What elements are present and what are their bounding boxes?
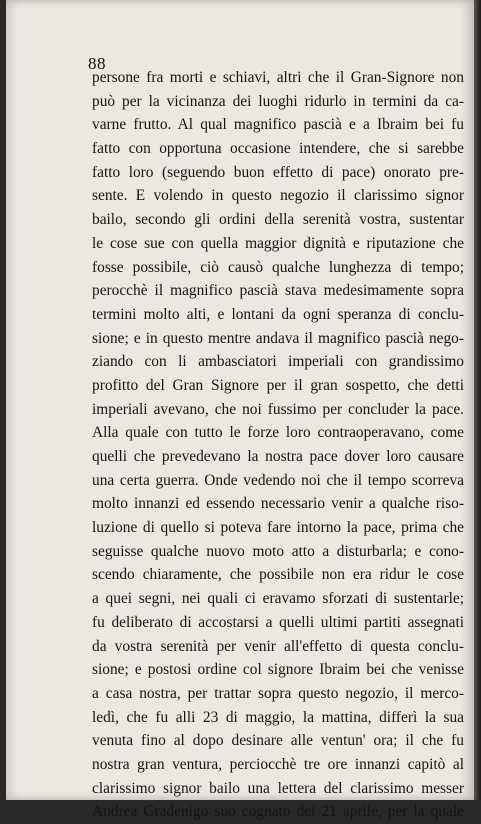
text-line: sione; e postosi ordine col signore Ibraim bei che venisse — [92, 661, 464, 679]
text-line: fu deliberato di accostarsi a quelli ultimi partiti assegnati — [92, 613, 464, 631]
text-line: ziando con li ambasciatori imperiali con grandissimo — [92, 353, 464, 371]
text-line: seguisse qualche nuovo moto atto a disturbarla; e cono- — [92, 542, 464, 560]
book-spine-edge — [474, 0, 481, 800]
text-line: ledì, che fu alli 23 di maggio, la mattina, differì la sua — [92, 708, 464, 726]
text-line: a casa nostra, per trattar sopra questo negozio, il merco- — [92, 684, 464, 702]
text-line: profitto del Gran Signore per il gran sospetto, che detti — [92, 376, 464, 394]
text-line: venuta fino al dopo desinare alle ventun' ora; il che fu — [92, 732, 464, 750]
body-text — [92, 66, 464, 824]
text-line: le cose sue con quella maggior dignità e riputazione che — [92, 234, 464, 252]
text-line: scendo chiaramente, che possibile non era ridur le cose — [92, 566, 464, 584]
text-line: sente. E volendo in questo negozio il clarissimo signor — [92, 187, 464, 205]
text-line: sione; e in questo mentre andava il magnifico pascià nego- — [92, 329, 464, 347]
text-line: luzione di quello si poteva fare intorno la pace, prima che — [92, 519, 464, 537]
text-line: nostra gran ventura, perciocchè tre ore innanzi capitò al — [92, 755, 464, 773]
text-line: una certa guerra. Onde vedendo noi che il tempo scorreva — [92, 471, 464, 489]
text-line: Andrea Gradenigo suo cognato dei 21 aprile, per la quale — [92, 803, 464, 821]
text-line: clarissimo signor bailo una lettera del clarissimo messer — [92, 779, 464, 797]
text-line: bailo, secondo gli ordini della serenità vostra, sustentar — [92, 211, 464, 229]
text-line: termini molto alti, e lontani da ogni speranza di conclu- — [92, 305, 464, 323]
text-line: fatto con opportuna occasione intendere, che si sarebbe — [92, 140, 464, 158]
text-line: fatto loro (seguendo buon effetto di pace) onorato pre- — [92, 163, 464, 181]
text-line: perocchè il magnifico pascià stava medesimamente sopra — [92, 282, 464, 300]
text-line: fosse possibile, ciò causò qualche lunghezza di tempo; — [92, 258, 464, 276]
text-line: imperiali avevano, che noi fussimo per concluder la pace. — [92, 400, 464, 418]
text-line: molto innanzi ed essendo necessario venir a qualche riso- — [92, 495, 464, 513]
text-line: varne frutto. Al qual magnifico pascià e a Ibraim bei fu — [92, 116, 464, 134]
text-line: Alla quale con tutto le forze loro contraoperavano, come — [92, 424, 464, 442]
text-line: può per la vicinanza dei luoghi ridurlo in termini da ca- — [92, 92, 464, 110]
page-number: 88 — [88, 54, 106, 73]
text-line: a quei segni, nei quali ci eravamo sforzati di sustentarle; — [92, 590, 464, 608]
text-line: quelli che prevedevano la nostra pace dover loro causare — [92, 448, 464, 465]
book-page — [6, 0, 474, 821]
text-line: persone fra morti e schiavi, altri che il Gran-Signore non — [92, 69, 464, 86]
text-line: da vostra serenità per venir all'effetto di questa conclu- — [92, 637, 464, 655]
